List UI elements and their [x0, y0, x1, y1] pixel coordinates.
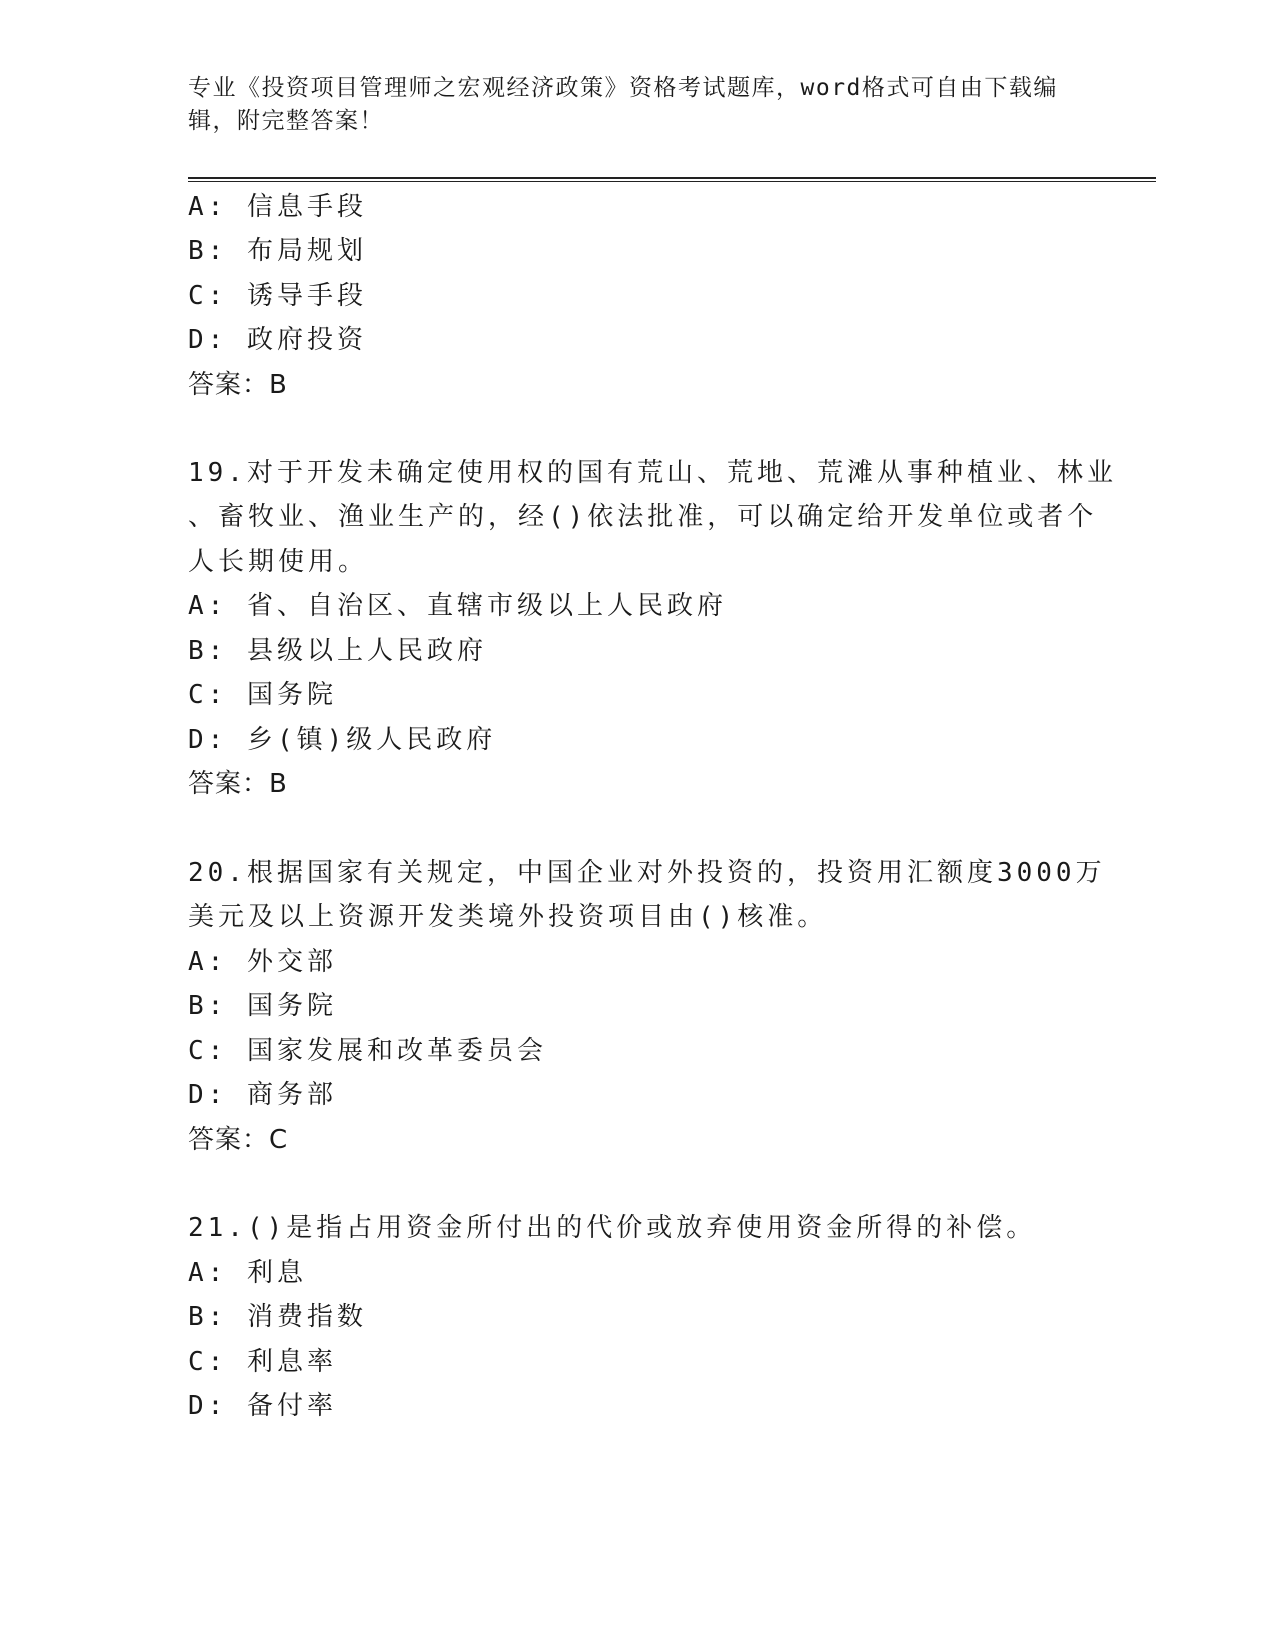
q20-answer: 答案：C	[188, 1125, 289, 1155]
q20-option-b: B: 国务院	[188, 991, 337, 1021]
q19-stem-line1: 19.对于开发未确定使用权的国有荒山、荒地、荒滩从事种植业、林业	[188, 458, 1117, 488]
q19-option-b: B: 县级以上人民政府	[188, 636, 487, 666]
q21-option-b: B: 消费指数	[188, 1302, 367, 1332]
q18-option-d: D: 政府投资	[188, 325, 367, 355]
q19-option-d: D: 乡(镇)级人民政府	[188, 725, 497, 755]
document-header: 专业《投资项目管理师之宏观经济政策》资格考试题库，word格式可自由下载编辑，附完整答案！	[188, 75, 1058, 134]
q19-stem-line2: 、畜牧业、渔业生产的，经()依法批准，可以确定给开发单位或者个	[188, 502, 1098, 532]
header-rule-thick	[188, 177, 1156, 179]
q21-stem-line1: 21.()是指占用资金所付出的代价或放弃使用资金所得的补偿。	[188, 1213, 1037, 1243]
q18-answer: 答案：B	[188, 370, 288, 400]
q19-option-c: C: 国务院	[188, 680, 337, 710]
q21-option-c: C: 利息率	[188, 1347, 337, 1377]
q18-option-a: A: 信息手段	[188, 192, 367, 222]
q21-option-d: D: 备付率	[188, 1391, 337, 1421]
q20-option-a: A: 外交部	[188, 947, 337, 977]
q18-option-c: C: 诱导手段	[188, 281, 367, 311]
header-rule-thin	[188, 181, 1156, 182]
q20-stem-line2: 美元及以上资源开发类境外投资项目由()核准。	[188, 902, 828, 932]
q21-option-a: A: 利息	[188, 1258, 307, 1288]
q18-option-b: B: 布局规划	[188, 236, 367, 266]
q20-option-d: D: 商务部	[188, 1080, 337, 1110]
q20-stem-line1: 20.根据国家有关规定，中国企业对外投资的，投资用汇额度3000万	[188, 858, 1106, 888]
q19-stem-line3: 人长期使用。	[188, 547, 369, 577]
q20-option-c: C: 国家发展和改革委员会	[188, 1036, 547, 1066]
q19-answer: 答案：B	[188, 769, 288, 799]
q19-option-a: A: 省、自治区、直辖市级以上人民政府	[188, 591, 727, 621]
